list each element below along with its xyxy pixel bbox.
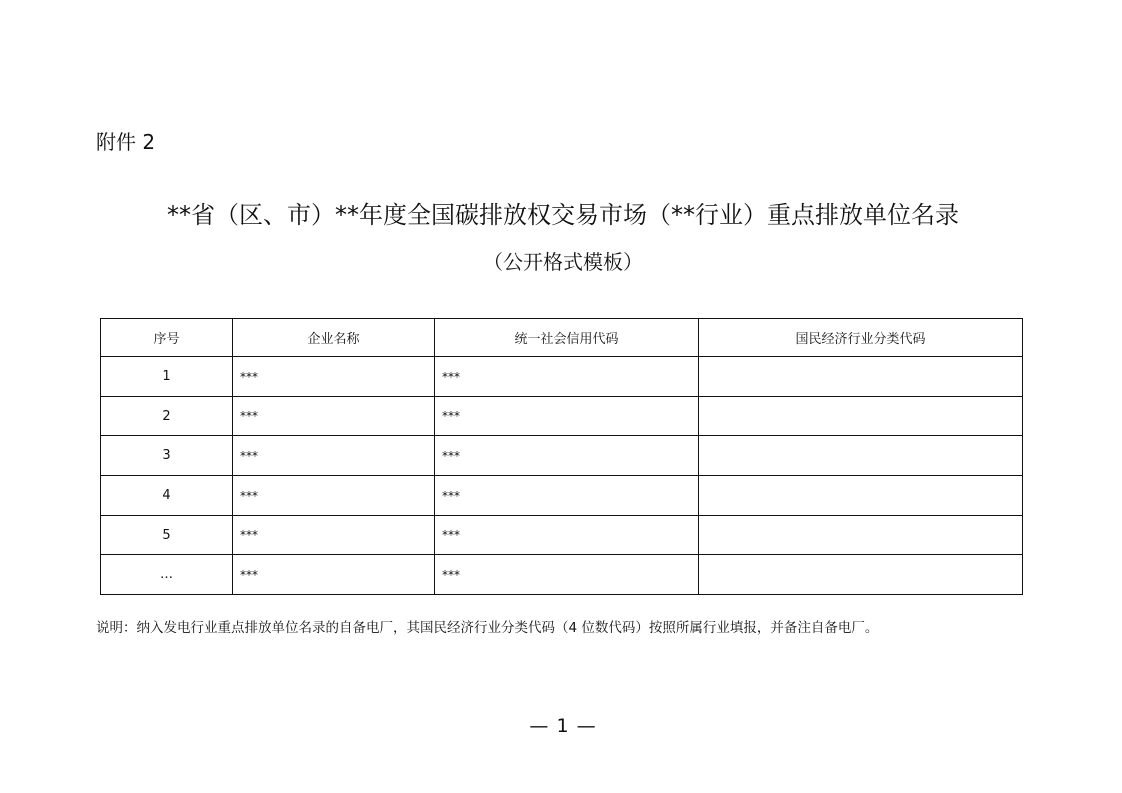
table-row: [101, 397, 1023, 436]
row-index: 2: [101, 397, 233, 436]
table-row: [101, 436, 1023, 476]
table-note: 说明：纳入发电行业重点排放单位名录的自备电厂，其国民经济行业分类代码（4 位数代码）按照所属行业填报，并备注自备电厂。: [96, 620, 879, 636]
document-subtitle: （公开格式模板）: [483, 250, 643, 274]
row-company-name: ***: [233, 516, 435, 555]
document-title: **省（区、市）**年度全国碳排放权交易市场（**行业）重点排放单位名录: [167, 201, 959, 229]
row-credit-code: ***: [435, 357, 699, 397]
header-company-name: 企业名称: [233, 319, 435, 357]
row-industry-code: [699, 516, 1023, 555]
row-credit-code: ***: [435, 397, 699, 436]
row-credit-code: ***: [435, 555, 699, 595]
row-industry-code: [699, 476, 1023, 516]
row-company-name: ***: [233, 357, 435, 397]
row-index: 5: [101, 516, 233, 555]
page-number: — 1 —: [529, 715, 597, 737]
header-index: 序号: [101, 319, 233, 357]
row-index: 4: [101, 476, 233, 516]
row-credit-code: ***: [435, 476, 699, 516]
table-header-row: [101, 319, 1023, 357]
row-industry-code: [699, 555, 1023, 595]
table-row: [101, 516, 1023, 555]
header-industry-code: 国民经济行业分类代码: [699, 319, 1023, 357]
row-industry-code: [699, 436, 1023, 476]
row-credit-code: ***: [435, 436, 699, 476]
row-company-name: ***: [233, 397, 435, 436]
row-industry-code: [699, 397, 1023, 436]
table-row: [101, 357, 1023, 397]
row-credit-code: ***: [435, 516, 699, 555]
row-index: 3: [101, 436, 233, 476]
row-company-name: ***: [233, 476, 435, 516]
row-company-name: ***: [233, 555, 435, 595]
row-index: 1: [101, 357, 233, 397]
attachment-label: 附件 2: [96, 130, 156, 154]
header-credit-code: 统一社会信用代码: [435, 319, 699, 357]
table-row: [101, 476, 1023, 516]
emission-units-table: [100, 318, 1023, 595]
table-row: [101, 555, 1023, 595]
row-industry-code: [699, 357, 1023, 397]
row-company-name: ***: [233, 436, 435, 476]
row-index: …: [101, 555, 233, 595]
